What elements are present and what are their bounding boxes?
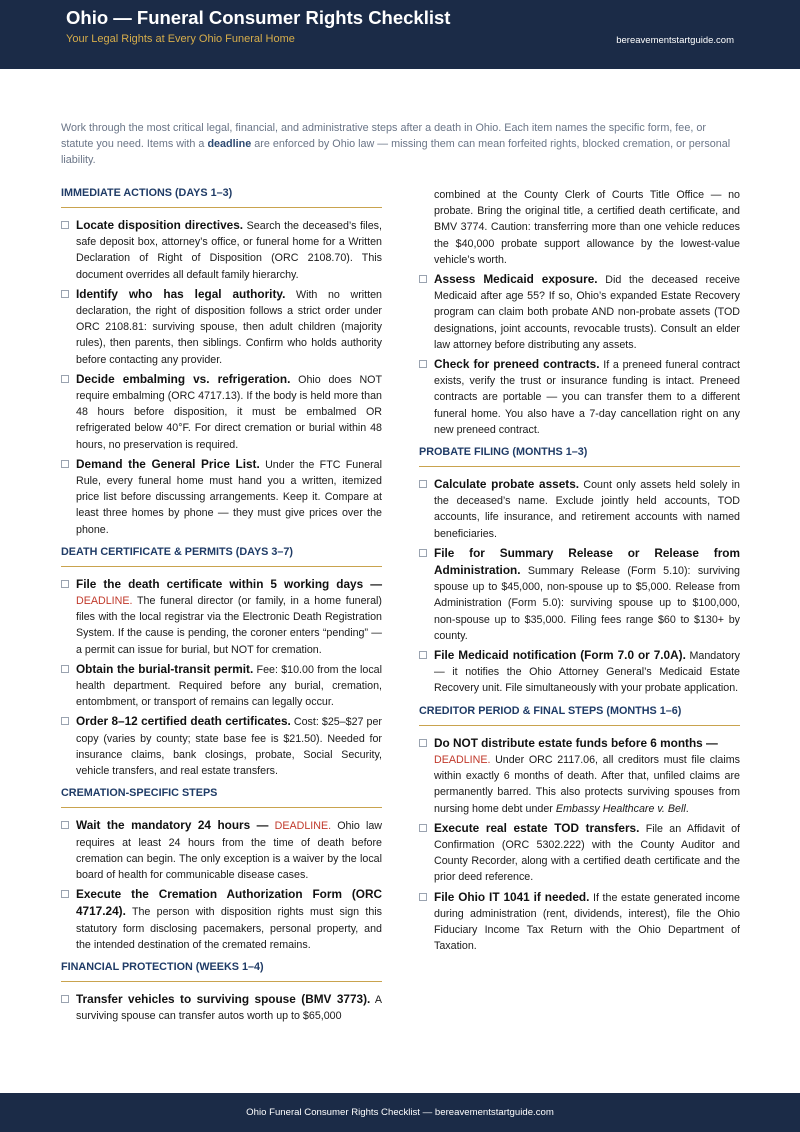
- page-footer: [0, 1093, 800, 1132]
- checkbox[interactable]: [61, 290, 69, 298]
- site-url: bereavementstartguide.com: [616, 35, 734, 46]
- item-text: A surviving spouse can transfer autos worth up to $65,000: [76, 993, 382, 1023]
- section-heading-financial: FINANCIAL PROTECTION (WEEKS 1–4): [61, 961, 382, 982]
- intro-text-2: are enforced by Ohio law — missing them can mean forfeited rights, blocked cremation, or personal liability.: [61, 138, 731, 166]
- checklist-item: [419, 356, 740, 438]
- page-header: [0, 0, 800, 69]
- item-title: Calculate probate assets.: [434, 477, 580, 492]
- checkbox[interactable]: [61, 665, 69, 673]
- item-title: Wait the mandatory 24 hours —: [76, 818, 269, 833]
- left-column: [61, 187, 382, 1027]
- checklist-item: [61, 661, 382, 711]
- checklist-item: [61, 576, 382, 658]
- item-text: File an Affidavit of Confirmation (ORC 5302.222) with the County Auditor and County Recorder, along with a certified death certificate and the prior deed reference.: [434, 822, 740, 884]
- item-title: Do NOT distribute estate funds before 6 months —: [434, 735, 718, 750]
- checkbox[interactable]: [419, 360, 427, 368]
- item-title: Transfer vehicles to surviving spouse (BMV 3773).: [76, 991, 371, 1006]
- checklist-item: [419, 476, 740, 542]
- checklist-item: [61, 886, 382, 953]
- item-title: Check for preneed contracts.: [434, 357, 600, 372]
- item-text: Under the FTC Funeral Rule, every funeral home must hand you a written, itemized price list before discussing arrangements. Keep it. Compare at least three homes by phone — they must give prices over the phone.: [76, 458, 382, 536]
- item-title: Assess Medicaid exposure.: [434, 272, 598, 287]
- footer-text: Ohio Funeral Consumer Rights Checklist — bereavementstartguide.com: [246, 1107, 554, 1118]
- item-text: Did the deceased receive Medicaid after age 55? If so, Ohio’s expanded Estate Recovery program can claim both probate AND non-probate assets (TOD designations, joint accounts, revocable trusts). Consult an elder law attorney before distributing any assets.: [434, 274, 740, 351]
- checkbox[interactable]: [61, 821, 69, 829]
- checklist-item: [61, 991, 382, 1024]
- checkbox[interactable]: [61, 375, 69, 383]
- item-title: Locate disposition directives.: [76, 218, 244, 232]
- item-text: Cost: $25–$27 per copy (varies by county; state base fee is $21.50). Needed for insurance claims, bank closings, probate, Social Security, vehicle transfers, and real estate transfers.: [76, 716, 382, 778]
- item-text: Mandatory — it notifies the Ohio Attorney General’s Medicaid Estate Recovery unit. File simultaneously with your probate application.: [434, 650, 740, 695]
- checkbox[interactable]: [419, 651, 427, 659]
- checkbox[interactable]: [61, 221, 69, 229]
- item-title: File for Summary Release or Release from Administration.: [434, 545, 740, 578]
- item-title: Demand the General Price List.: [76, 456, 260, 471]
- intro-deadline-word: deadline: [207, 138, 252, 150]
- item-text: Under ORC 2117.06, all creditors must file claims within exactly 6 months of death. After that, unfiled claims are permanently barred. This also protects surviving spouses from nursing home debt under: [434, 753, 740, 815]
- item-title: Execute real estate TOD transfers.: [434, 820, 640, 835]
- checkbox[interactable]: [419, 480, 427, 488]
- item-text: With no written declaration, the right of disposition follows a strict order under ORC 2108.81: surviving spouse, then adult children (majority rules), then parents, then siblings. Confirm who holds authority before contacting any provider.: [76, 288, 382, 366]
- section-heading-death-certificate: DEATH CERTIFICATE & PERMITS (DAYS 3–7): [61, 546, 382, 567]
- case-citation: Embassy Healthcare v. Bell: [555, 802, 686, 815]
- deadline-tag: DEADLINE.: [434, 753, 491, 766]
- section-heading-creditor: CREDITOR PERIOD & FINAL STEPS (MONTHS 1–6): [419, 705, 740, 726]
- checkbox[interactable]: [61, 890, 69, 898]
- checkbox[interactable]: [419, 549, 427, 557]
- checkbox[interactable]: [419, 824, 427, 832]
- item-text-end: .: [685, 802, 689, 815]
- checklist-item: [61, 217, 382, 283]
- item-text: The person with disposition rights must sign this statutory form disclosing pacemakers, personal property, and the intended destination of the cremated remains.: [76, 906, 382, 951]
- checklist-item: [61, 817, 382, 883]
- section-heading-probate: PROBATE FILING (MONTHS 1–3): [419, 446, 740, 467]
- checkbox[interactable]: [419, 739, 427, 747]
- checklist-item: [61, 286, 382, 368]
- item-title: Order 8–12 certified death certificates.: [76, 714, 291, 729]
- checklist-item: [419, 271, 740, 353]
- item-text: Ohio does NOT require embalming (ORC 4717.13). If the body is held more than 48 hours before disposition, it must be embalmed OR refrigerated below 40°F. For direct cremation or burial within 48 hours, no preservation is required.: [76, 373, 382, 451]
- item-title: File Medicaid notification (Form 7.0 or 7.0A).: [434, 648, 686, 663]
- checkbox[interactable]: [61, 460, 69, 468]
- item-text: If a preneed funeral contract exists, verify the trust or insurance funding is intact. Preneed contracts are portable — you can transfer them to a different funeral home. You also have a 7-day cancellation right on any new preneed contract.: [434, 359, 740, 436]
- page-subtitle: Your Legal Rights at Every Ohio Funeral Home: [66, 33, 295, 45]
- right-column: [419, 187, 740, 957]
- section-heading-cremation: CREMATION-SPECIFIC STEPS: [61, 787, 382, 808]
- item-continuation: combined at the County Clerk of Courts Title Office — no probate. Bring the original title, a certified death certificate, and BMV 3774. Caution: transferring more than one vehicle reduces the $40,000 probate support allowance by the lowest-value vehicle’s worth.: [434, 189, 740, 266]
- page-title: Ohio — Funeral Consumer Rights Checklist: [66, 7, 451, 28]
- item-title: Obtain the burial-transit permit.: [76, 661, 254, 676]
- item-text: Ohio law requires at least 24 hours from the time of death before cremation can begin. The only exception is a waiver by the local board of health for communicable disease cases.: [76, 820, 382, 881]
- deadline-tag: DEADLINE.: [76, 595, 133, 608]
- checkbox[interactable]: [61, 995, 69, 1003]
- checklist-item: [419, 735, 740, 817]
- intro-text-1: Work through the most critical legal, financial, and administrative steps after a death in Ohio. Each item names the specific form, fee, or statute you need. Items with a: [61, 122, 706, 150]
- checklist-item: [61, 713, 382, 779]
- checklist-item: [419, 647, 740, 697]
- item-text: Summary Release (Form 5.10): surviving spouse up to $45,000, non-spouse up to $5,000. Release from Administration (Form 5.0): surviving spouse up to $100,000, non-spouse up to $35,000. Filing fees range $60 to $130+ by county.: [434, 565, 740, 642]
- item-text: Search the deceased’s files, safe deposit box, attorney’s office, or funeral home for a Written Declaration of Right of Disposition (ORC 2108.70). This document overrides all default family hierarchy.: [76, 220, 383, 281]
- checkbox[interactable]: [419, 893, 427, 901]
- deadline-tag: DEADLINE.: [268, 820, 332, 833]
- checkbox[interactable]: [61, 580, 69, 588]
- checklist-item: [61, 371, 382, 453]
- item-title: Execute the Cremation Authorization Form (ORC 4717.24).: [76, 887, 382, 919]
- item-title: Identify who has legal authority.: [76, 286, 286, 301]
- item-title: File Ohio IT 1041 if needed.: [434, 889, 590, 904]
- checkbox[interactable]: [419, 275, 427, 283]
- item-title: File the death certificate within 5 working days —: [76, 576, 382, 591]
- checkbox[interactable]: [61, 717, 69, 725]
- checklist-item: [419, 820, 740, 886]
- checklist-item: [419, 889, 740, 955]
- item-text: Fee: $10.00 from the local health department. Required before any burial, cremation, entombment, or transport of remains can legally occur.: [76, 663, 382, 709]
- item-text: Count only assets held solely in the deceased’s name. Exclude jointly held accounts, TOD accounts, life insurance, and retirement accounts with named beneficiaries.: [434, 479, 740, 540]
- item-title: Decide embalming vs. refrigeration.: [76, 371, 291, 386]
- section-heading-immediate: IMMEDIATE ACTIONS (DAYS 1–3): [61, 187, 382, 208]
- item-text: If the estate generated income during administration (rent, dividends, interest), file the Ohio Fiduciary Income Tax Return with the Ohio Department of Taxation.: [434, 891, 740, 953]
- intro-paragraph: [61, 120, 741, 168]
- checklist-item: [61, 456, 382, 538]
- item-text: The funeral director (or family, in a home funeral) files with the local registrar via the Electronic Death Registration System. If the cause is pending, the coroner enters “pending” — a permit can issue for burial, but NOT for cremation.: [76, 595, 382, 656]
- checklist-item: [419, 545, 740, 644]
